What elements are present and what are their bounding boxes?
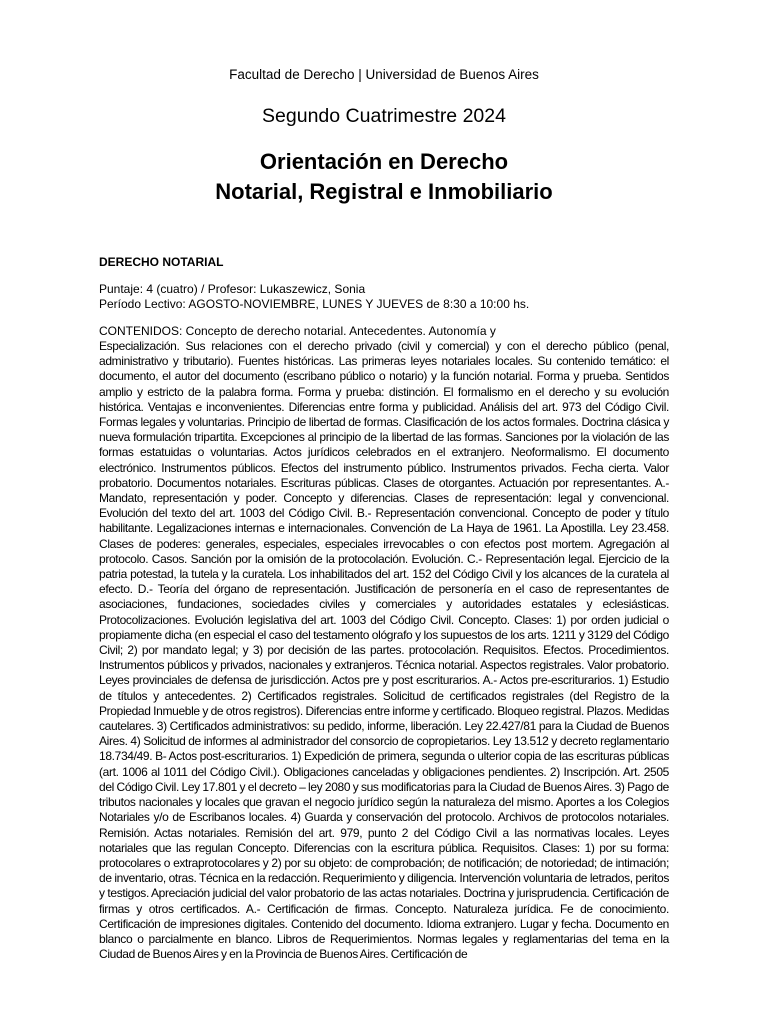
- title-line-2: Notarial, Registral e Inmobiliario: [215, 179, 553, 204]
- contents-lead: CONTENIDOS: Concepto de derecho notarial. Antecedentes. Autonomía y: [99, 324, 496, 338]
- course-meta: [99, 282, 669, 312]
- document-title: [0, 147, 768, 207]
- points-professor: Puntaje: 4 (cuatro) / Profesor: Lukaszewicz, Sonia: [99, 282, 366, 296]
- section-title: DERECHO NOTARIAL: [99, 255, 224, 269]
- period: Período Lectivo: AGOSTO-NOVIEMBRE, LUNES Y JUEVES de 8:30 a 10:00 hs.: [99, 297, 530, 311]
- contents-body: Especialización. Sus relaciones con el derecho privado (civil y comercial) y con el derecho público (penal, administrativo y tributario). Fuentes históricas. Las primeras leyes notariales locales. Su contenido temático: el documento, el autor del documento (escribano público o notario) y la función notarial. Forma y prueba. Sentidos amplio y estricto de la palabra forma. Forma y prueba: distinción. El formalismo en el derecho y su evolución histórica. Ventajas e inconvenientes. Diferencias entre forma y publicidad. Análisis del art. 973 del Código Civil. Formas legales y voluntarias. Principio de libertad de formas. Clasificación de los actos formales. Doctrina clásica y nueva formulación tripartita. Excepciones al principio de la libertad de las formas. Sanciones por la violación de las formas estatuidas o voluntarias. Actos jurídicos celebrados en el extranjero. Neoformalismo. El documento electrónico. Instrumentos públicos. Efectos del instrumento público. Instrumentos privados. Fecha cierta. Valor probatorio. Documentos notariales. Escrituras públicas. Clases de otorgantes. Actuación por representantes. A.- Mandato, representación y poder. Concepto y diferencias. Clases de representación: legal y convencional. Evolución del texto del art. 1003 del Código Civil. B.- Representación convencional. Concepto de poder y título habilitante. Legalizaciones internas e internacionales. Convención de La Haya de 1961. La Apostilla. Ley 23.458. Clases de poderes: generales, especiales, especiales irrevocables o con efectos post mortem. Agregación al protocolo. Casos. Sanción por la omisión de la protocolación. Evolución. C.- Representación legal. Ejercicio de la patria potestad, la tutela y la curatela. Los inhabilitados del art. 152 del Código Civil y los alcances de la curatela al efecto. D.- Teoría del órgano de representación. Justificación de personería en el caso de representantes de asociaciones, fundaciones, sociedades civiles y comerciales y autoridades estatales y eclesiásticas. Protocolizaciones. Evolución legislativa del art. 1003 del Código Civil. Concepto. Clases: 1) por orden judicial o propiamente dicha (en especial el caso del testamento ológrafo y los supuestos de los arts. 1211 y 3129 del Código Civil; 2) por mandato legal; y 3) por decisión de las partes. protocolación. Requisitos. Efectos. Procedimientos. Instrumentos públicos y privados, nacionales y extranjeros. Técnica notarial. Aspectos registrales. Valor probatorio. Leyes provinciales de defensa de jurisdicción. Actos pre y post escriturarios. A.- Actos pre-escriturarios. 1) Estudio de títulos y antecedentes. 2) Certificados registrales. Solicitud de certificados registrales (del Registro de la Propiedad Inmueble y de otros registros). Diferencias entre informe y certificado. Bloqueo registral. Plazos. Medidas cautelares. 3) Certificados administrativos: su pedido, informe, liberación. Ley 22.427/81 para la Ciudad de Buenos Aires. 4) Solicitud de informes al administrador del consorcio de copropietarios. Ley 13.512 y decreto reglamentario 18.734/49. B- Actos post-escriturarios. 1) Expedición de primera, segunda o ulterior copia de las escrituras públicas (art. 1006 al 1011 del Código Civil.). Obligaciones canceladas y obligaciones pendientes. 2) Inscripción. Art. 2505 del Código Civil. Ley 17.801 y el decreto – ley 2080 y sus modificatorias para la Ciudad de Buenos Aires. 3) Pago de tributos nacionales y locales que gravan el negocio jurídico según la naturaleza del mismo. Aportes a los Colegios Notariales y/o de Escribanos locales. 4) Guarda y conservación del protocolo. Archivos de protocolos notariales. Remisión. Actas notariales. Remisión del art. 979, punto 2 del Código Civil a las normativas locales. Leyes notariales que las regulan Concepto. Diferencias con la escritura pública. Requisitos. Clases: 1) por su forma: protocolares o extraprotocolares y 2) por su objeto: de comprobación; de notificación; de notoriedad; de intimación; de inventario, otras. Técnica en la redacción. Requerimiento y diligencia. Intervención voluntaria de letrados, peritos y testigos. Apreciación judicial del valor probatorio de las actas notariales. Doctrina y jurisprudencia. Certificación de firmas y otros certificados. A.- Certificación de firmas. Concepto. Naturaleza jurídica. Fe de conocimiento. Certificación de impresiones digitales. Contenido del documento. Idioma extranjero. Lugar y fecha. Documento en blanco o parcialmente en blanco. Libros de Requerimientos. Normas legales y reglamentarias del tema en la Ciudad de Buenos Aires y en la Provincia de Buenos Aires. Certificación de: [99, 339, 669, 962]
- term-heading: Segundo Cuatrimestre 2024: [262, 105, 506, 127]
- faculty-header: Facultad de Derecho | Universidad de Buenos Aires: [229, 67, 539, 82]
- title-line-1: Orientación en Derecho: [259, 149, 509, 174]
